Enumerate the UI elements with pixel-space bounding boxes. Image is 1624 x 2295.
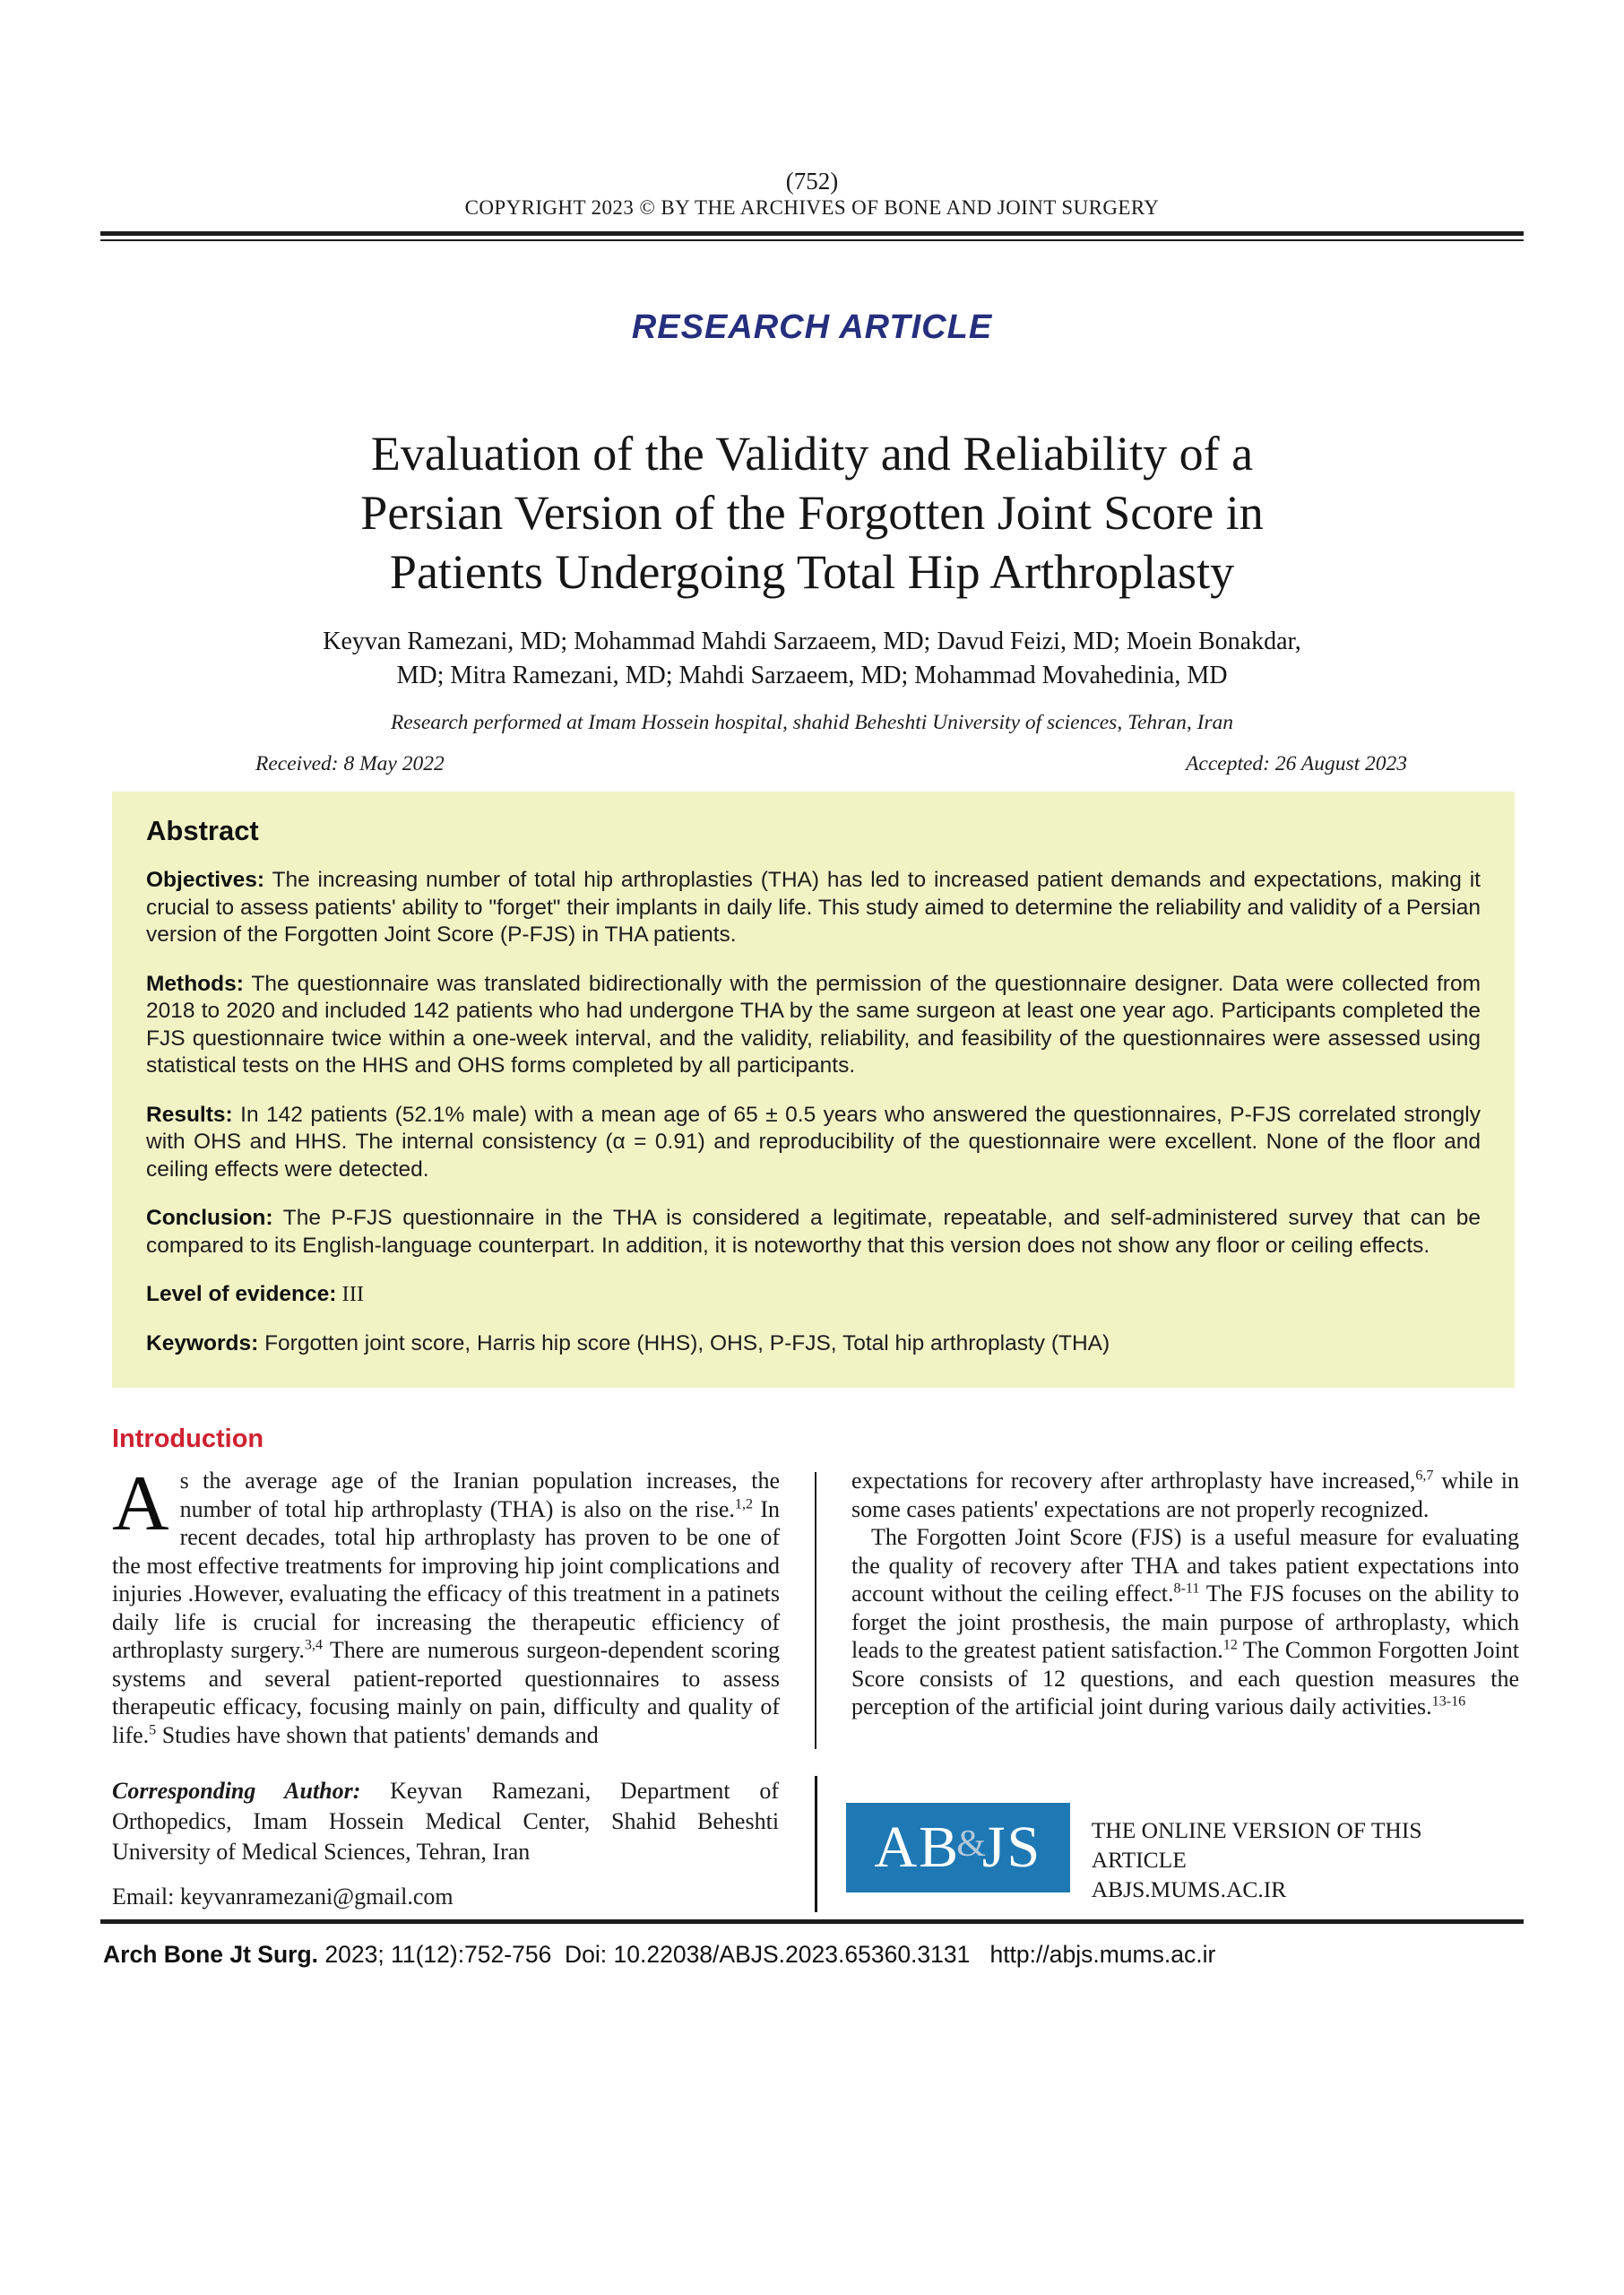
abstract-methods — [146, 971, 1481, 1080]
article-title-line-1: Evaluation of the Validity and Reliability of a — [370, 427, 1254, 481]
citation-text: 2023; 11(12):752-756 Doi: 10.22038/ABJS.2023.65360.3131 http://abjs.mums.ac.ir — [318, 1941, 1216, 1968]
intro-paragraph-1 — [112, 1460, 780, 1749]
column-divider — [815, 1472, 816, 1749]
page-number: (752) — [785, 168, 839, 195]
intro-paragraph-1-text: s the average age of the Iranian population increases, the number of total hip arthroplasty (THA) is also on the rise.$^{1,2}$ In recent decades, total hip arthroplasty has proven to be one of the most effective treatments for improving hip joint complications and injuries .However, evaluating the efficacy of this treatment in a patinets daily life is crucial for increasing the therapeutic efficiency of arthroplasty surgery.$^{3,4}$ There are numerous surgeon-dependent scoring systems and several patient-reported questionnaires to assess therapeutic efficacy, focusing mainly on pain, difficulty and quality of life.$^5$ Studies have shown that patients' demands and — [112, 1468, 780, 1748]
abjs-logo — [846, 1803, 1070, 1892]
keywords-label: Keywords: — [146, 1330, 259, 1355]
dates-row — [255, 750, 1407, 777]
corresponding-label: Corresponding Author: — [112, 1778, 361, 1804]
logo-letters-ab: AB — [874, 1814, 961, 1880]
abstract-objectives — [146, 867, 1481, 949]
header-rule-thin — [100, 239, 1524, 241]
footer-citation — [103, 1940, 1524, 1969]
email-line: Email: keyvanramezani@gmail.com — [112, 1884, 454, 1910]
abstract-heading: Abstract — [146, 815, 259, 846]
research-performed-at: Research performed at Imam Hossein hospital, shahid Beheshti University of sciences, Tehran, Iran — [390, 711, 1234, 734]
intro-column-right — [851, 1467, 1519, 1749]
bottom-row — [112, 1776, 1521, 1912]
abstract-box — [112, 792, 1515, 1388]
abstract-conclusion — [146, 1205, 1481, 1260]
keywords-line — [146, 1330, 1481, 1358]
header-rule-thick — [100, 231, 1524, 236]
online-version-text — [1092, 1803, 1521, 1904]
section-label-methods: Methods: — [146, 971, 244, 996]
corresponding-text-block — [112, 1776, 779, 1867]
section-text-objectives: The increasing number of total hip arthroplasties (THA) has led to increased patient demands and expectations, making it crucial to assess patients' ability to "forget" their implants in daily life. This study aimed to determine the reliability and validity of a Persian version of the Forgotten Joint Score (P-FJS) in THA patients. — [146, 868, 1481, 947]
corresponding-author-block — [112, 1776, 817, 1912]
copyright-line: COPYRIGHT 2023 © BY THE ARCHIVES OF BONE AND JOINT SURGERY — [464, 196, 1160, 219]
authors-line-1: Keyvan Ramezani, MD; Mohammad Mahdi Sarzaeem, MD; Davud Feizi, MD; Moein Bonakdar, — [323, 628, 1301, 655]
article-title-line-2: Persian Version of the Forgotten Joint Score in — [360, 486, 1264, 540]
introduction-heading: Introduction — [112, 1425, 264, 1453]
section-label-results: Results: — [146, 1102, 233, 1127]
article-title-line-3: Patients Undergoing Total Hip Arthroplasty — [389, 545, 1235, 599]
intro-paragraph-2: expectations for recovery after arthroplasty have increased,$^{6,7}$ while in some cases patients' expectations are not properly recognized. — [851, 1468, 1519, 1522]
authors-line — [0, 625, 1624, 693]
section-label-conclusion: Conclusion: — [146, 1206, 273, 1230]
logo-letters-js: JS — [981, 1814, 1042, 1880]
footer-rule — [100, 1919, 1524, 1924]
authors-line-2: MD; Mitra Ramezani, MD; Mahdi Sarzaeem, MD; Mohammad Movahedinia, MD — [396, 662, 1228, 689]
intro-column-left — [112, 1460, 780, 1749]
section-text-methods: The questionnaire was translated bidirectionally with the permission of the questionnaire designer. Data were collected from 2018 to 2020 and included 142 patients who had undergone THA by the same surgeon at least one year ago. Participants completed the FJS questionnaire twice within a one-week interval, and the validity, reliability, and feasibility of the questionnaires were assessed using statistical tests on the HHS and OHS forms completed by all participants. — [146, 971, 1481, 1078]
section-text-conclusion: The P-FJS questionnaire in the THA is considered a legitimate, repeatable, and self-administered survey that can be compared to its English-language counterpart. In addition, it is noteworthy that this version does not show any floor or ceiling effects. — [146, 1206, 1481, 1258]
online-version-line-1: THE ONLINE VERSION OF THIS ARTICLE — [1091, 1817, 1422, 1873]
keywords-text: Forgotten joint score, Harris hip score (HHS), OHS, P-FJS, Total hip arthroplasty (THA) — [258, 1330, 1110, 1355]
intro-paragraph-3: The Forgotten Joint Score (FJS) is a useful measure for evaluating the quality of recovery after THA and takes patient expectations into account without the ceiling effect.$^{8-11}$ The FJS focuses on the ability to forget the joint prosthesis, the main purpose of arthroplasty, which leads to the greatest patient satisfaction.$^{12}$ The Common Forgotten Joint Score consists of 12 questions, and each question measures the perception of the artificial joint during various daily activities.$^{13-16}$ — [851, 1524, 1519, 1719]
journal-name: Arch Bone Jt Surg. — [103, 1941, 319, 1968]
received-date: Received: 8 May 2022 — [255, 752, 445, 775]
level-of-evidence-label: Level of evidence: — [146, 1282, 337, 1306]
accepted-date: Accepted: 26 August 2023 — [1186, 752, 1407, 775]
online-version-line-2: ABJS.MUMS.AC.IR — [1091, 1876, 1287, 1902]
logo-ampersand: & — [956, 1823, 986, 1865]
section-label-objectives: Objectives: — [146, 868, 265, 892]
article-title — [0, 424, 1624, 602]
abstract-results — [146, 1102, 1481, 1184]
introduction-columns — [112, 1460, 1521, 1749]
header-rule — [100, 231, 1524, 241]
logo-area — [846, 1776, 1521, 1904]
section-text-results: In 142 patients (52.1% male) with a mean age of 65 ± 0.5 years who answered the questionnaires, P-FJS correlated strongly with OHS and HHS. The internal consistency (α = 0.91) and reproducibility of the questionnaire were excellent. None of the floor and ceiling effects were detected. — [146, 1102, 1481, 1182]
corresponding-text: Keyvan Ramezani, Department of Orthopedics, Imam Hossein Medical Center, Shahid Beheshti University of Medical Sciences, Tehran, Iran — [112, 1778, 780, 1865]
level-of-evidence — [146, 1281, 1481, 1309]
level-of-evidence-value: III — [336, 1282, 365, 1306]
article-type-label: RESEARCH ARTICLE — [631, 308, 993, 346]
drop-cap: A — [112, 1460, 169, 1547]
